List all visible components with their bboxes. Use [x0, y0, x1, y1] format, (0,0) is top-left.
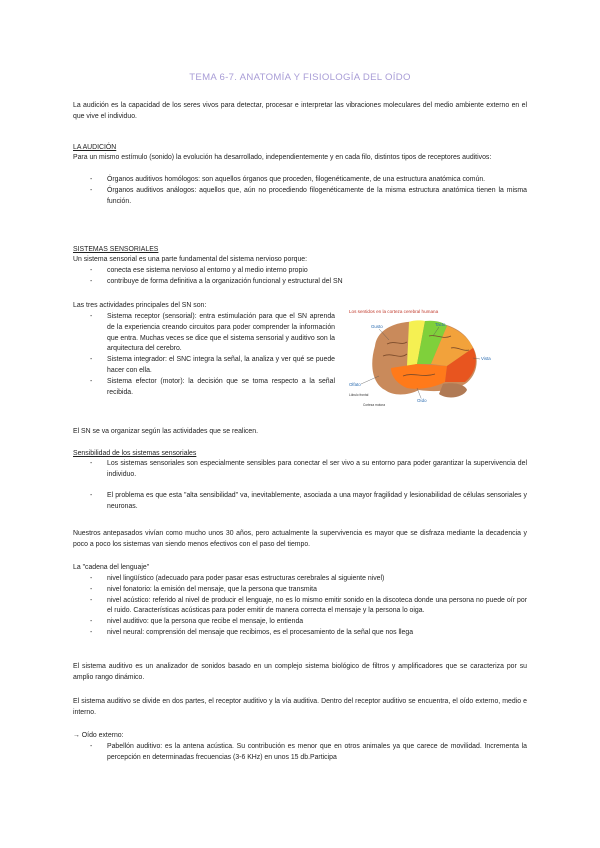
- sensibilidad-list: [73, 459, 527, 513]
- section-heading-sensibilidad: Sensibilidad de los sistemas sensoriales: [73, 450, 197, 457]
- auditivo-paragraph-1: El sistema auditivo es un analizador de sonidos basado en un complejo sistema biológico de filtros y amplificadores que se caracteriza por su amplio rango dinámico.: [73, 663, 527, 681]
- list-item: - Los sistemas sensoriales son especialmente sensibles para conectar el ser vivo a su entorno para poder garantizar la supervivencia del individuo.: [73, 459, 527, 481]
- section-heading-audicion: LA AUDICIÓN: [73, 144, 117, 151]
- list-item: - El problema es que esta "alta sensibilidad" va, inevitablemente, asociada a una mayor fragilidad y lesionabilidad de células sensoriales y neuronas.: [73, 491, 527, 513]
- cadena-list: [73, 574, 527, 639]
- actividades-list: [73, 312, 335, 398]
- label-vista: Vista: [481, 356, 491, 361]
- list-item: - Órganos auditivos homólogos: son aquellos órganos que proceden, filogenéticamente, de una estructura anatómica común.: [73, 175, 527, 186]
- audicion-paragraph: Para un mismo estímulo (sonido) la evolución ha desarrollado, independientemente y en cada filo, distintos tipos de receptores auditivos:: [73, 154, 492, 161]
- audicion-list: [73, 175, 527, 207]
- label-oido: Oído: [417, 398, 427, 403]
- list-item: - nivel auditivo: que la persona que recibe el mensaje, lo entienda: [73, 617, 527, 628]
- antepasados-paragraph: Nuestros antepasados vivían como mucho unos 30 años, pero actualmente la supervivencia es mayor que se disfraza mediante la decadencia y poco a poco los sistemas van siendo menos efectivos con el paso del tiempo.: [73, 530, 527, 548]
- list-item: - conecta ese sistema nervioso al entorno y al medio interno propio: [73, 266, 527, 277]
- list-item: - Órganos auditivos análogos: aquellos que, aún no procediendo filogenéticamente de la misma estructura anatómica tienen la misma función.: [73, 186, 527, 208]
- list-item: - nivel acústico: referido al nivel de producir el lenguaje, no es lo mismo emitir sonido en la discoteca donde una persona no puede oír por el ruido. Características acústicas para poder emitir de manera correcta el mensaje y la persona lo oiga.: [73, 596, 527, 618]
- label-motor: Corteza motora: [363, 403, 385, 407]
- section-heading-sistemas: SISTEMAS SENSORIALES: [73, 246, 159, 253]
- list-item: - Sistema efector (motor): la decisión que se toma respecto a la señal recibida.: [73, 377, 335, 399]
- label-gusto: Gusto: [371, 324, 383, 329]
- list-item: - nivel fonatorio: la emisión del mensaje, que la persona que transmita: [73, 585, 527, 596]
- list-item: - Sistema integrador: el SNC integra la señal, la analiza y ver qué se puede hacer con ella.: [73, 355, 335, 377]
- label-lobe: Lóbulo frontal: [349, 393, 369, 397]
- sistemas-list: [73, 266, 527, 288]
- oido-externo-heading: → Oído externo:: [73, 732, 124, 739]
- cadena-heading: La "cadena del lenguaje": [73, 564, 150, 571]
- list-item: - Pabellón auditivo: es la antena acústica. Su contribución es menor que en otros animales ya que carece de movilidad. Incrementa la percepción en determinadas frecuencias (3-6 KHz) en unos 15 db.Participa: [73, 742, 527, 764]
- intro-paragraph: La audición es la capacidad de los seres vivos para detectar, procesar e interpretar las vibraciones moleculares del medio ambiente externo en el que vive el individuo.: [73, 102, 527, 120]
- oido-externo-list: [73, 742, 527, 764]
- label-tacto: Tacto: [435, 322, 446, 327]
- sistemas-paragraph: Un sistema sensorial es una parte fundamental del sistema nervioso porque:: [73, 256, 308, 263]
- list-item: - contribuye de forma definitiva a la organización funcional y estructural del SN: [73, 277, 527, 288]
- figure-title: Los sentidos en la corteza cerebral humana: [349, 309, 439, 314]
- actividades-intro: Las tres actividades principales del SN son:: [73, 302, 207, 309]
- list-item: - nivel neural: comprensión del mensaje que recibimos, es el procesamiento de la señal que nos llega: [73, 628, 527, 639]
- cerebellum-shape: [439, 383, 467, 397]
- organiza-paragraph: El SN se va organizar según las actividades que se realicen.: [73, 428, 259, 435]
- auditivo-paragraph-2: El sistema auditivo se divide en dos partes, el receptor auditivo y la vía auditiva. Dentro del receptor auditivo se encuentra, el oído externo, medio e interno.: [73, 698, 527, 716]
- label-olfato: Olfato: [349, 382, 361, 387]
- list-item: - nivel lingüístico (adecuado para poder pasar esas estructuras cerebrales al siguiente nivel): [73, 574, 527, 585]
- brain-cortex-figure: [347, 306, 497, 412]
- list-item: - Sistema receptor (sensorial): entra estimulación para que el SN aprenda de la experiencia creando circuitos para poder comprender la información que entra. Muchas veces se dice que el sistema sensorial y auditivo son la arquitectura del cerebro.: [73, 312, 335, 355]
- page-title: TEMA 6-7. ANATOMÍA Y FISIOLOGÍA DEL OÍDO: [189, 72, 411, 83]
